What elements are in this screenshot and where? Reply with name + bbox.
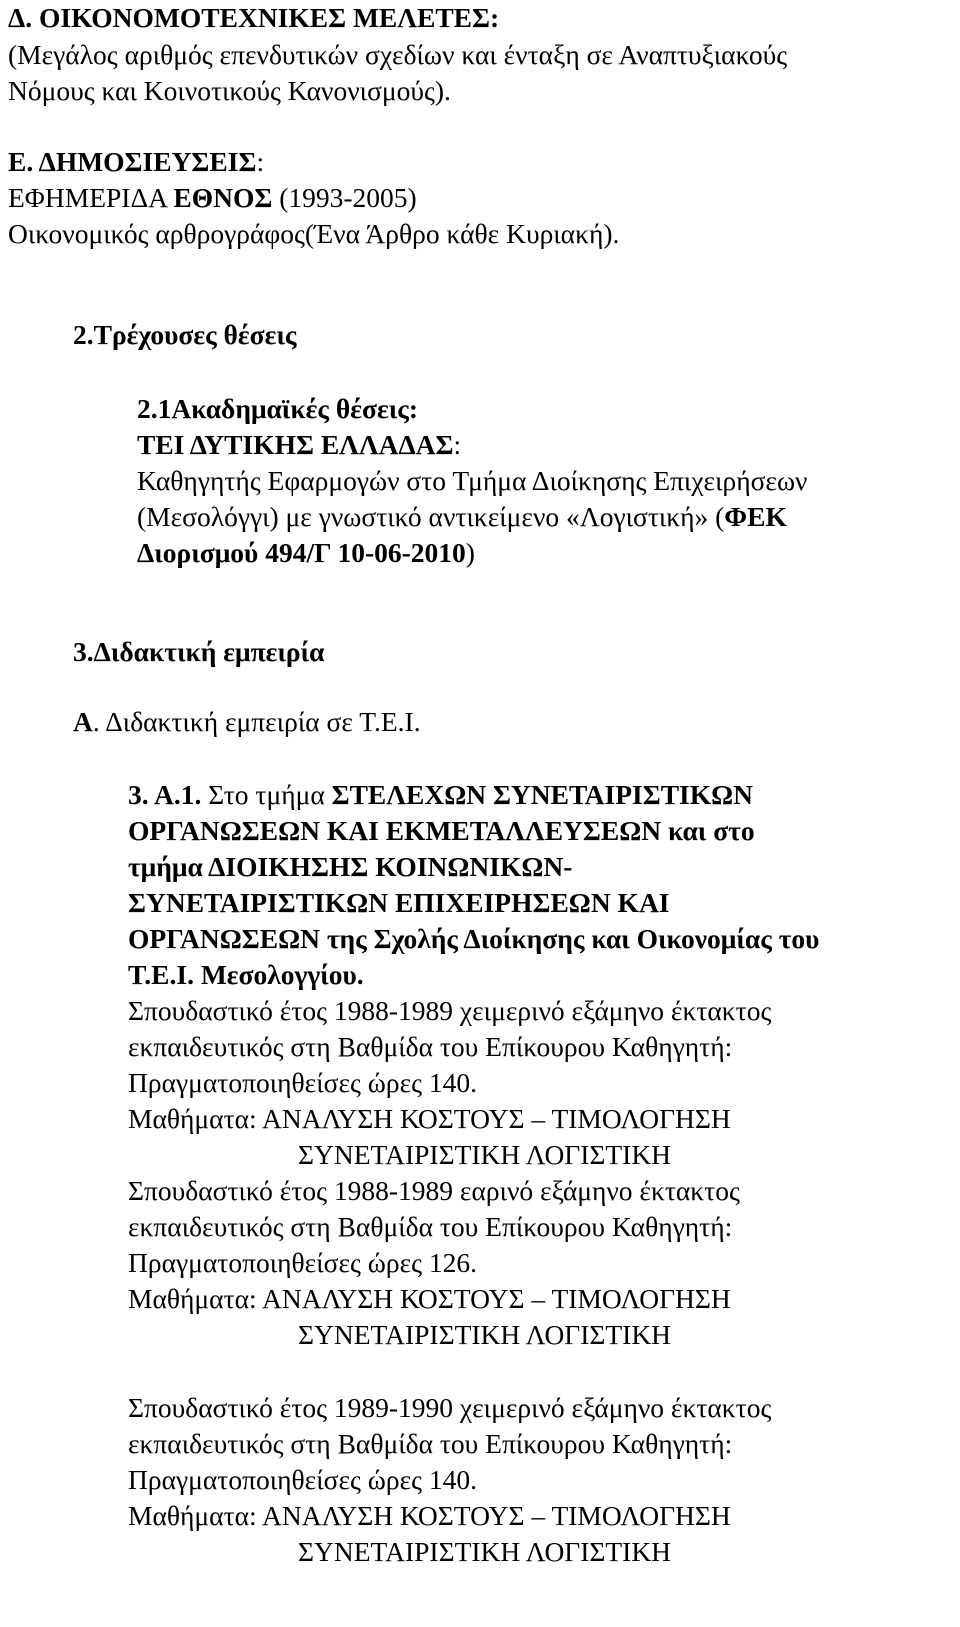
academic-positions-heading: 2.1Ακαδημαϊκές θέσεις: bbox=[137, 393, 419, 424]
a1-text: Στο τμήμα bbox=[201, 779, 332, 810]
semester-rank: εκπαιδευτικός στη Βαθμίδα του Επίκουρου Καθηγητή: bbox=[128, 1211, 733, 1242]
semester-year: Σπουδαστικό έτος 1988-1989 εαρινό εξάμηνο έκτακτος bbox=[128, 1175, 740, 1206]
a1-department-1: ΣΤΕΛΕΧΩΝ ΣΥΝΕΤΑΙΡΙΣΤΙΚΩΝ bbox=[331, 779, 754, 810]
semester-hours: Πραγματοποιηθείσες ώρες 126. bbox=[128, 1247, 478, 1278]
current-positions-heading: 2.Τρέχουσες θέσεις bbox=[73, 319, 297, 350]
a1-line-6: Τ.Ε.Ι. Μεσολογγίου. bbox=[128, 959, 364, 990]
appointment-reference: Διορισμού 494/Γ 10-06-2010 bbox=[137, 537, 466, 568]
teaching-sub-heading bbox=[73, 704, 421, 740]
semester-courses: Μαθήματα: ΑΝΑΛΥΣΗ ΚΟΣΤΟΥΣ – ΤΙΜΟΛΟΓΗΣΗ bbox=[128, 1103, 731, 1134]
section-d-line-2: Νόμους και Κοινοτικούς Κανονισμούς). bbox=[8, 75, 451, 106]
teaching-sub-text: . Διδακτική εμπειρία σε Τ.Ε.Ι. bbox=[92, 706, 421, 737]
institution-colon: : bbox=[453, 429, 462, 460]
section-e-heading-colon: : bbox=[256, 146, 265, 177]
newspaper-years: (1993-2005) bbox=[272, 182, 417, 213]
position-line-3 bbox=[137, 535, 475, 571]
a1-line-5: ΟΡΓΑΝΩΣΕΩΝ της Σχολής Διοίκησης και Οικονομίας του bbox=[128, 923, 820, 954]
section-d-line-1: (Μεγάλος αριθμός επενδυτικών σχεδίων και ένταξη σε Αναπτυξιακούς bbox=[8, 39, 788, 70]
newspaper-role: Οικονομικός αρθρογράφος(Ένα Άρθρο κάθε Κυριακή). bbox=[8, 218, 620, 249]
institution-name: ΤΕΙ ΔΥΤΙΚΗΣ ΕΛΛΑΔΑΣ bbox=[137, 429, 454, 460]
section-e-heading bbox=[8, 144, 264, 180]
semester-rank: εκπαιδευτικός στη Βαθμίδα του Επίκουρου Καθηγητή: bbox=[128, 1428, 733, 1459]
teaching-sub-prefix: Α bbox=[73, 706, 93, 737]
newspaper-name: ΕΘΝΟΣ bbox=[173, 182, 273, 213]
teaching-heading: 3.Διδακτική εμπειρία bbox=[73, 636, 325, 667]
newspaper-prefix: ΕΦΗΜΕΡΙΔΑ bbox=[8, 182, 174, 213]
semester-hours: Πραγματοποιηθείσες ώρες 140. bbox=[128, 1464, 478, 1495]
a1-line-3: τμήμα ΔΙΟΙΚΗΣΗΣ ΚΟΙΝΩΝΙΚΩΝ- bbox=[128, 851, 573, 882]
a1-line-4: ΣΥΝΕΤΑΙΡΙΣΤΙΚΩΝ ΕΠΙΧΕΙΡΗΣΕΩΝ ΚΑΙ bbox=[128, 887, 670, 918]
semester-year: Σπουδαστικό έτος 1988-1989 χειμερινό εξάμηνο έκτακτος bbox=[128, 995, 772, 1026]
position-line-3-end: ) bbox=[465, 537, 475, 568]
a1-line-1 bbox=[128, 777, 753, 813]
institution-line bbox=[137, 427, 461, 463]
newspaper-line bbox=[8, 180, 417, 216]
section-e-heading-text: Ε. ΔΗΜΟΣΙΕΥΣΕΙΣ bbox=[8, 146, 257, 177]
section-d-heading: Δ. ΟΙΚΟΝΟΜΟΤΕΧΝΙΚΕΣ ΜΕΛΕΤΕΣ: bbox=[8, 2, 500, 33]
semester-courses-2: ΣΥΝΕΤΑΙΡΙΣΤΙΚΗ ΛΟΓΙΣΤΙΚΗ bbox=[298, 1536, 672, 1567]
semester-courses-2: ΣΥΝΕΤΑΙΡΙΣΤΙΚΗ ΛΟΓΙΣΤΙΚΗ bbox=[298, 1319, 672, 1350]
position-fek: ΦΕΚ bbox=[724, 501, 787, 532]
semester-courses: Μαθήματα: ΑΝΑΛΥΣΗ ΚΟΣΤΟΥΣ – ΤΙΜΟΛΟΓΗΣΗ bbox=[128, 1500, 731, 1531]
semester-courses-2: ΣΥΝΕΤΑΙΡΙΣΤΙΚΗ ΛΟΓΙΣΤΙΚΗ bbox=[298, 1139, 672, 1170]
semester-year: Σπουδαστικό έτος 1989-1990 χειμερινό εξάμηνο έκτακτος bbox=[128, 1392, 772, 1423]
semester-courses: Μαθήματα: ΑΝΑΛΥΣΗ ΚΟΣΤΟΥΣ – ΤΙΜΟΛΟΓΗΣΗ bbox=[128, 1283, 731, 1314]
a1-label: 3. Α.1. bbox=[128, 779, 202, 810]
position-line-2 bbox=[137, 499, 787, 535]
semester-rank: εκπαιδευτικός στη Βαθμίδα του Επίκουρου Καθηγητή: bbox=[128, 1031, 733, 1062]
a1-line-2: ΟΡΓΑΝΩΣΕΩΝ ΚΑΙ ΕΚΜΕΤΑΛΛΕΥΣΕΩΝ και στο bbox=[128, 815, 755, 846]
semester-hours: Πραγματοποιηθείσες ώρες 140. bbox=[128, 1067, 478, 1098]
position-line-1: Καθηγητής Εφαρμογών στο Τμήμα Διοίκησης Επιχειρήσεων bbox=[137, 465, 808, 496]
position-line-2-text: (Μεσολόγγι) με γνωστικό αντικείμενο «Λογιστική» ( bbox=[137, 501, 725, 532]
